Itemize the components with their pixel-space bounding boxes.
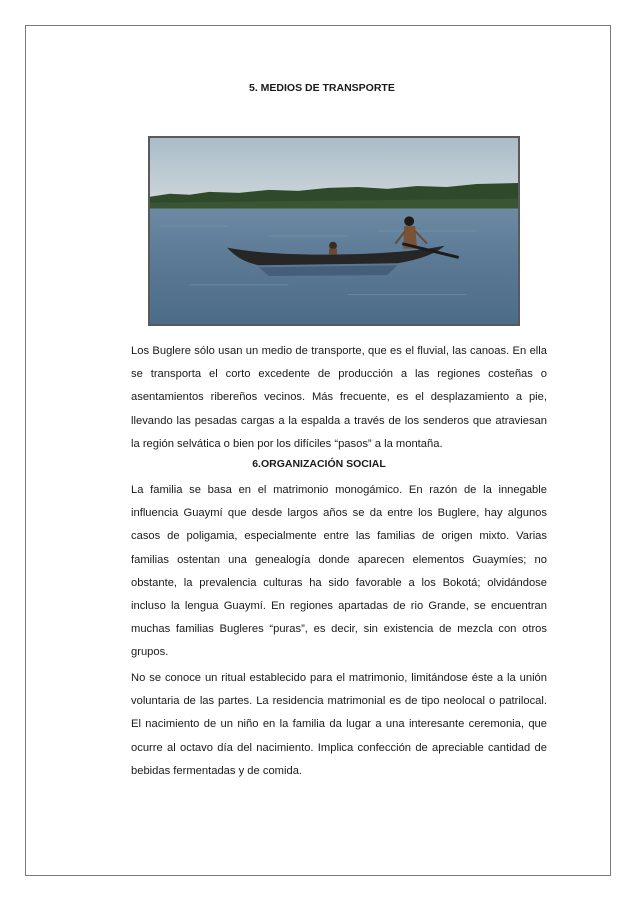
social-paragraph-1 — [131, 479, 547, 665]
canoe-photo-illustration — [150, 138, 518, 324]
section-heading-social: 6.ORGANIZACIÓN SOCIAL — [252, 458, 386, 470]
social-paragraph-2-text: No se conoce un ritual establecido para el matrimonio, limitándose éste a la unión voluntaria de las partes. La residencia matrimonial es de tipo neolocal o patrilocal. El nacimiento de un niño en la familia da lugar a una interesante ceremonia, que ocurre al octavo día del nacimiento. Implica confección de apreciable cantidad de bebidas fermentadas y de comida. — [131, 672, 547, 777]
canoe-river-photo — [148, 136, 520, 326]
transport-paragraph-text: Los Buglere sólo usan un medio de transporte, que es el fluvial, las canoas. En ella se transporta el corto excedente de producción a las regiones costeñas o asentamientos ribereños vecinos. Más frecuente, es el desplazamiento a pie, llevando las pesadas cargas a la espalda a través de los senderos que atraviesan la región selvática o bien por los difíciles “pasos” a la montaña. — [131, 345, 547, 450]
social-paragraph-1-text: La familia se basa en el matrimonio monogámico. En razón de la innegable influencia Guaymí que desde largos años se da entre los Buglere, hay algunos casos de poligamia, especialmente entre las familias de origen mixto. Varias familias ostentan una genealogía donde aparecen elementos Guaymíes; no obstante, la prevalencia culturas ha sido favorable a los Bokotá; olvidándose incluso la lengua Guaymí. En regiones apartadas de rio Grande, se encuentran muchas familias Bugleres “puras”, es decir, sin existencia de mezcla con otros grupos. — [131, 484, 547, 659]
transport-paragraph — [131, 340, 547, 456]
section-heading-transport-text: 5. MEDIOS DE TRANSPORTE — [249, 82, 395, 94]
social-paragraph-2 — [131, 667, 547, 783]
